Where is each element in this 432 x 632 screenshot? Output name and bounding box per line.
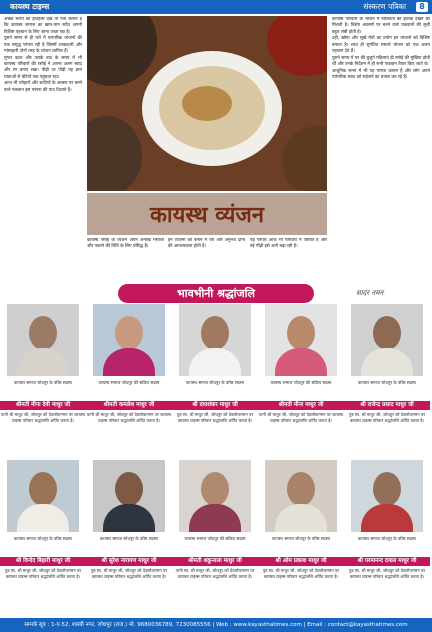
card-intro: कायस्थ समाज जोधपुर के वरिष्ठ सदस्य: [272, 536, 330, 541]
portrait-photo: [93, 304, 165, 376]
paragraph: मुगल काल और उसके बाद के समय में भी कायस्थ परिवारों की रसोई ने अपना अलग स्वाद और रंग बनाए रखा। पीढ़ी दर पीढ़ी यह ज्ञान माताओं से बेटियों तक पहुंचता रहा।: [4, 55, 82, 80]
paragraph: पुराने समय से ही घरों में पारंपरिक व्यंजनों की एक समृद्ध परंपरा रही है जिसमें शाकाहारी और मांसाहारी दोनों तरह के व्यंजन शामिल हैं।: [4, 36, 82, 54]
person-name: श्री राजेन्द्र प्रसाद माथुर जी: [344, 401, 430, 410]
person-name: श्रीमती कमलेश माथुर जी: [86, 401, 172, 410]
card-detail: पुत्र स्व. श्री माथुर जी, जोधपुर को देवलोकगमन पर कायस्थ टाइम्स परिवार श्रद्धांजलि अर्पित करता है।: [348, 412, 426, 423]
person-name: श्री विनोद बिहारी माथुर जी: [0, 557, 86, 566]
card-intro: कायस्थ समाज जोधपुर के वरिष्ठ सदस्य: [14, 536, 72, 541]
card-intro: कायस्थ समाज जोधपुर के वरिष्ठ सदस्य: [358, 380, 416, 385]
paragraph: आज भी त्योहारों और शादियों के अवसर पर बनने वाले पकवान इस परंपरा की याद दिलाते हैं।: [4, 81, 82, 93]
card-detail: पत्नी स्व. श्री माथुर जी, जोधपुर को देवलोकगमन पर कायस्थ टाइम्स परिवार श्रद्धांजलि अर्पित करता है।: [175, 568, 255, 579]
paragraph: अखंड भारत का इतिहास देखें तो पता चलता है कि कायस्थ समाज का खान-पान सदैव अपनी विशिष्ट पहचान के लिए जाना जाता रहा है।: [4, 17, 82, 35]
portrait-photo: [179, 304, 251, 376]
card-detail: पुत्र स्व. श्री माथुर जी, जोधपुर को देवलोकगमन पर कायस्थ टाइम्स परिवार श्रद्धांजलि अर्पित करता है।: [262, 568, 340, 579]
paragraph: पुराने समय में घर की बुजुर्ग महिलाएं ही रसोई की मुखिया होती थीं और उनके निर्देशन में ही सभी पकवान तैयार किए जाते थे।: [332, 55, 430, 68]
page-footer: सम्पर्क सूत्र : 1-ए-52, शास्त्री नगर, जोधपुर (राज.) मो. 9680036789, 7230085556 | Web : www.kayasthatimes.com | Email : contact@kayasthatimes.com: [0, 618, 432, 632]
card-detail: पुत्र स्व. श्री माथुर जी, जोधपुर को देवलोकगमन पर कायस्थ टाइम्स परिवार श्रद्धांजलि अर्पित करता है।: [176, 412, 254, 423]
signature-text: सादर नमन: [356, 289, 384, 297]
card-detail: पुत्र स्व. श्री माथुर जी, जोधपुर को देवलोकगमन पर कायस्थ टाइम्स परिवार श्रद्धांजलि अर्पित करता है।: [4, 568, 82, 579]
tribute-card: [0, 460, 86, 612]
person-name: श्रीमती मीना देवी माथुर जी: [0, 401, 86, 410]
card-intro: कायस्थ समाज जोधपुर के वरिष्ठ सदस्य: [14, 380, 72, 385]
card-intro: कायस्थ समाज जोधपुर की सक्रिय सदस्य: [184, 536, 246, 541]
tribute-card: [86, 304, 172, 456]
article-title: कायस्थ व्यंजन: [149, 202, 264, 228]
tribute-card: [258, 460, 344, 612]
paragraph: दही, खोया और सूखे मेवों का प्रयोग इन व्यंजनों को विशिष्ट बनाता है। साथ ही सुगंधित मसाले भोजन को एक अलग पहचान देते हैं।: [332, 36, 430, 54]
card-detail: पुत्र स्व. श्री माथुर जी, जोधपुर को देवलोकगमन पर कायस्थ टाइम्स परिवार श्रद्धांजलि अर्पित करता है।: [90, 568, 168, 579]
paragraph: कायस्थ रसोई के व्यंजन अपने अनोखे मसालों और पकाने की विधि के लिए प्रसिद्ध हैं।: [87, 238, 164, 250]
tribute-banner: भावभीनी श्रद्धांजलि: [118, 284, 314, 303]
tribute-card: [172, 304, 258, 456]
card-intro: कायस्थ समाज जोधपुर के वरिष्ठ सदस्य: [358, 536, 416, 541]
article-column-2a: [87, 238, 164, 278]
paragraph: इन व्यंजनों को बनाने में धैर्य और अनुभव दोनों की आवश्यकता होती है।: [168, 238, 245, 250]
person-name: श्री सुरेश नारायण माथुर जी: [86, 557, 172, 566]
paragraph: यह परंपरा आज भी परिवारों में जीवित है और नई पीढ़ी इसे आगे बढ़ा रही है।: [250, 238, 327, 250]
paragraph: कायस्थ परिवारों के भोजन में विविधता की झलक देखने को मिलती है। विशेष अवसरों पर बनने वाले पकवानों की सूची बहुत लंबी होती है।: [332, 17, 430, 35]
publication-name: कायस्थ टाइम्स: [10, 2, 50, 11]
tribute-card: [258, 304, 344, 456]
paragraph: आधुनिक समय में भी यह परंपरा कायम है और लोग अपने पारंपरिक स्वाद को सहेजने का प्रयास कर रहे हैं।: [332, 68, 430, 81]
portrait-photo: [265, 460, 337, 532]
person-name: श्री दयाशंकर माथुर जी: [172, 401, 258, 410]
person-name: श्री ओम प्रकाश माथुर जी: [258, 557, 344, 566]
tribute-card: [86, 460, 172, 612]
card-intro: कायस्थ समाज जोधपुर के वरिष्ठ सदस्य: [186, 380, 244, 385]
tribute-card: [172, 460, 258, 612]
article-column-3: [250, 238, 327, 278]
person-name: श्रीमती मीना माथुर जी: [258, 401, 344, 410]
card-detail: पुत्र स्व. श्री माथुर जी, जोधपुर को देवलोकगमन पर कायस्थ टाइम्स परिवार श्रद्धांजलि अर्पित करता है।: [348, 568, 426, 579]
page-header: [0, 0, 432, 14]
article-title-box: [87, 193, 327, 235]
tribute-card: [0, 304, 86, 456]
card-detail: पत्नी श्री माथुर जी, जोधपुर को देवलोकगमन पर कायस्थ टाइम्स परिवार श्रद्धांजलि अर्पित करता है।: [258, 412, 344, 423]
article-column-2b: [168, 238, 245, 278]
person-name: श्रीमती शकुन्तला माथुर जी: [172, 557, 258, 566]
tribute-card: [344, 460, 430, 612]
card-intro: कायस्थ समाज जोधपुर की सक्रिय सदस्य: [98, 380, 160, 385]
tribute-card: [344, 304, 430, 456]
portrait-photo: [93, 460, 165, 532]
card-detail: पत्नी श्री माथुर जी, जोधपुर को देवलोकगमन पर कायस्थ टाइम्स परिवार श्रद्धांजलि अर्पित करता है।: [86, 412, 172, 423]
portrait-photo: [265, 304, 337, 376]
article-column-4: [332, 17, 430, 277]
page-number: 8: [416, 2, 428, 12]
card-intro: कायस्थ समाज जोधपुर के वरिष्ठ सदस्य: [100, 536, 158, 541]
portrait-photo: [7, 304, 79, 376]
portrait-photo: [179, 460, 251, 532]
article-column-1: [4, 17, 82, 277]
card-intro: कायस्थ समाज जोधपुर की सक्रिय सदस्य: [270, 380, 332, 385]
portrait-photo: [351, 460, 423, 532]
person-name: श्री परमानन्द दयाल माथुर जी: [344, 557, 430, 566]
portrait-photo: [351, 304, 423, 376]
tribute-grid: [0, 304, 432, 614]
card-detail: पत्नी श्री माथुर जी, जोधपुर को देवलोकगमन पर कायस्थ टाइम्स परिवार श्रद्धांजलि अर्पित करता है।: [0, 412, 86, 423]
portrait-photo: [7, 460, 79, 532]
issue-label: संस्करण पत्रिका: [363, 2, 406, 11]
food-photo: [87, 16, 327, 191]
